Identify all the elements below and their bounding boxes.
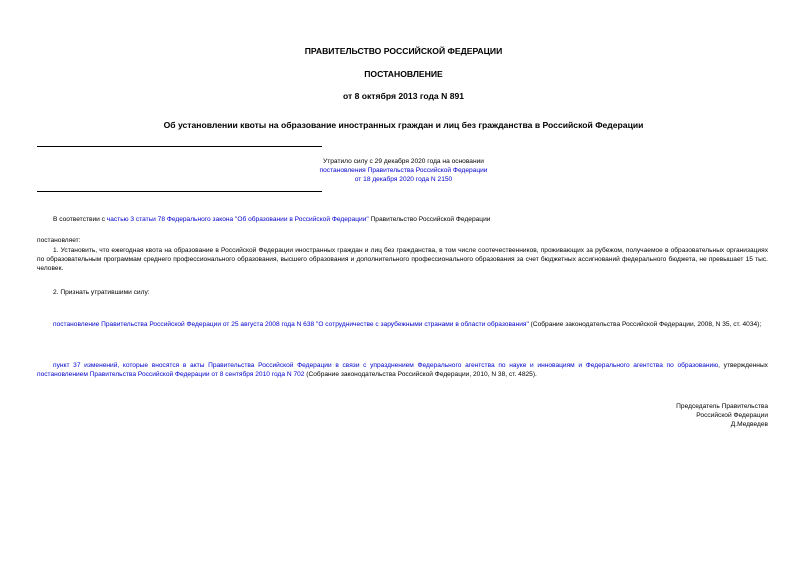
status-top-rule <box>37 146 322 147</box>
status-link-line1[interactable]: постановления Правительства Российской Федерации <box>319 167 488 175</box>
point-1: 1. Установить, что ежегодная квота на образование в Российской Федерации иностранных граждан и лиц без гражданства, в том числе соотечественников, проживающих за рубежом, получаемое в образовательных организациях по образовательным программам среднего профессионального образования, высшего образования и дополнительного профессионального образования за счет бюджетных ассигнований федерального бюджета, не превышает 15 тыс. человек. <box>37 247 768 273</box>
signature-block <box>500 402 768 430</box>
repealed-item-2-source: (Собрание законодательства Российской Федерации, 2010, N 38, ст. 4825). <box>304 371 537 379</box>
signature-country: Российской Федерации <box>696 412 768 420</box>
intro-before: В соответствии с <box>53 216 107 223</box>
status-text: Утратило силу с 29 декабря 2020 года на основании <box>323 158 484 165</box>
repealed-item-1-source: (Собрание законодательства Российской Федерации, 2008, N 35, ст. 4034); <box>528 321 762 328</box>
government-title: ПРАВИТЕЛЬСТВО РОССИЙСКОЙ ФЕДЕРАЦИИ <box>304 46 503 56</box>
repealed-item-2-middle: , утвержденных <box>718 362 768 369</box>
repealed-item-1-link[interactable]: постановление Правительства Российской Федерации от 25 августа 2008 года N 638 "О сотрудничестве с зарубежными странами в области образования" <box>53 321 529 328</box>
intro-law-link[interactable]: частью 3 статьи 78 Федерального закона "Об образовании в Российской Федерации" <box>106 216 369 223</box>
intro-paragraph <box>53 215 773 224</box>
repealed-item-2-link2[interactable]: постановлением Правительства Российской Федерации от 8 сентября 2010 года N 702 <box>37 371 305 379</box>
repealed-item-1 <box>37 320 768 329</box>
repealed-item-2 <box>37 361 768 379</box>
status-link-line2[interactable]: от 18 декабря 2020 года N 2150 <box>354 176 453 184</box>
document-type: ПОСТАНОВЛЕНИЕ <box>364 69 443 79</box>
status-block <box>0 157 807 185</box>
document-title: Об установлении квоты на образование иностранных граждан и лиц без гражданства в Российской Федерации <box>163 120 644 130</box>
intro-after: Правительство Российской Федерации <box>368 216 491 223</box>
status-bottom-rule <box>37 191 322 192</box>
document-date-number: от 8 октября 2013 года N 891 <box>342 91 465 101</box>
decides-label: постановляет: <box>37 237 81 244</box>
signature-position: Председатель Правительства <box>676 403 768 410</box>
repealed-item-2-link1[interactable]: пункт 37 изменений, которые вносятся в акты Правительства Российской Федерации в связи с упразднением Федерального агентства по науке и инновациям и Федерального агентства по образованию <box>53 362 719 369</box>
point-2: 2. Признать утратившими силу: <box>53 289 150 296</box>
signature-name: Д.Медведев <box>730 421 768 429</box>
